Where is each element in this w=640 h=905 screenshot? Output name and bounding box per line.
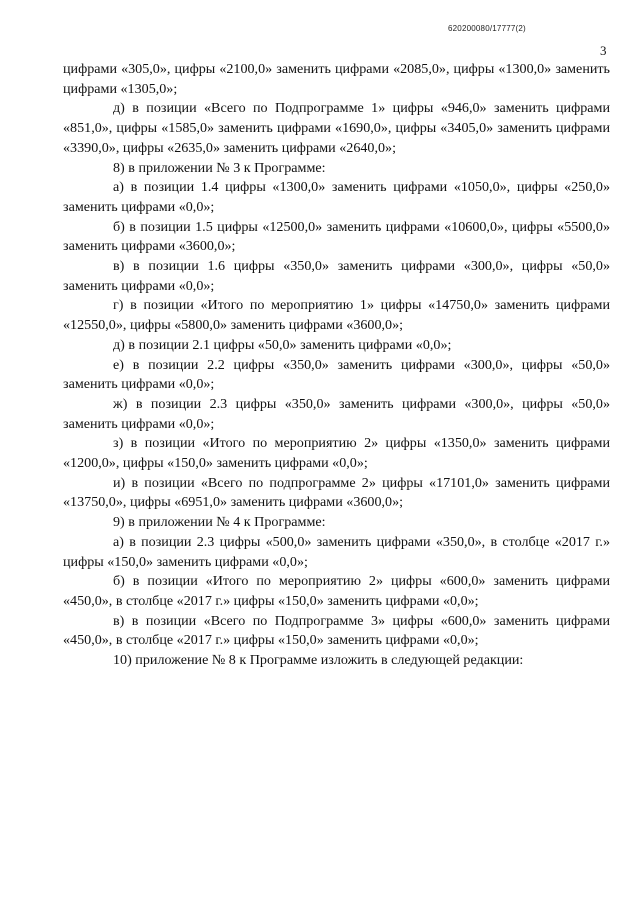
page-number: 3 [600, 43, 607, 58]
document-body [63, 60, 610, 671]
paragraph: в) в позиции 1.6 цифры «350,0» заменить цифрами «300,0», цифры «50,0» заменить цифрами «0,0»; [63, 258, 610, 294]
paragraph: з) в позиции «Итого по мероприятию 2» цифры «1350,0» заменить цифрами «1200,0», цифры «150,0» заменить цифрами «0,0»; [63, 435, 610, 472]
paragraph: цифрами «305,0», цифры «2100,0» заменить цифрами «2085,0», цифры «1300,0» заменить цифрами «1305,0»; [63, 61, 610, 97]
paragraph: 10) приложение № 8 к Программе изложить в следующей редакции: [113, 652, 524, 669]
paragraph: г) в позиции «Итого по мероприятию 1» цифры «14750,0» заменить цифрами «12550,0», цифры «5800,0» заменить цифрами «3600,0»; [63, 297, 610, 334]
paragraph: д) в позиции «Всего по Подпрограмме 1» цифры «946,0» заменить цифрами «851,0», цифры «1585,0» заменить цифрами «1690,0», цифры «3405,0» заменить цифрами «3390,0», цифры «2635,0» заменить цифрами «2640,0»; [63, 100, 610, 156]
paragraph: 8) в приложении № 3 к Программе: [113, 159, 326, 176]
paragraph: в) в позиции «Всего по Подпрограмме 3» цифры «600,0» заменить цифрами «450,0», в столбце «2017 г.» цифры «150,0» заменить цифрами «0,0»; [63, 612, 610, 649]
paragraph: а) в позиции 1.4 цифры «1300,0» заменить цифрами «1050,0», цифры «250,0» заменить цифрами «0,0»; [63, 179, 610, 215]
paragraph: д) в позиции 2.1 цифры «50,0» заменить цифрами «0,0»; [113, 336, 452, 353]
paragraph: б) в позиции 1.5 цифры «12500,0» заменить цифрами «10600,0», цифры «5500,0» заменить цифрами «3600,0»; [63, 218, 610, 255]
paragraph: а) в позиции 2.3 цифры «500,0» заменить цифрами «350,0», в столбце «2017 г.» цифры «150,0» заменить цифрами «0,0»; [63, 533, 610, 570]
paragraph: ж) в позиции 2.3 цифры «350,0» заменить цифрами «300,0», цифры «50,0» заменить цифрами «0,0»; [63, 395, 610, 432]
paragraph: и) в позиции «Всего по подпрограмме 2» цифры «17101,0» заменить цифрами «13750,0», цифры «6951,0» заменить цифрами «3600,0»; [63, 474, 610, 511]
paragraph: 9) в приложении № 4 к Программе: [113, 514, 326, 531]
paragraph: б) в позиции «Итого по мероприятию 2» цифры «600,0» заменить цифрами «450,0», в столбце «2017 г.» цифры «150,0» заменить цифрами «0,0»; [63, 573, 610, 609]
document-code: 620200080/17777(2) [448, 24, 526, 33]
paragraph: е) в позиции 2.2 цифры «350,0» заменить цифрами «300,0», цифры «50,0» заменить цифрами «0,0»; [63, 356, 610, 393]
